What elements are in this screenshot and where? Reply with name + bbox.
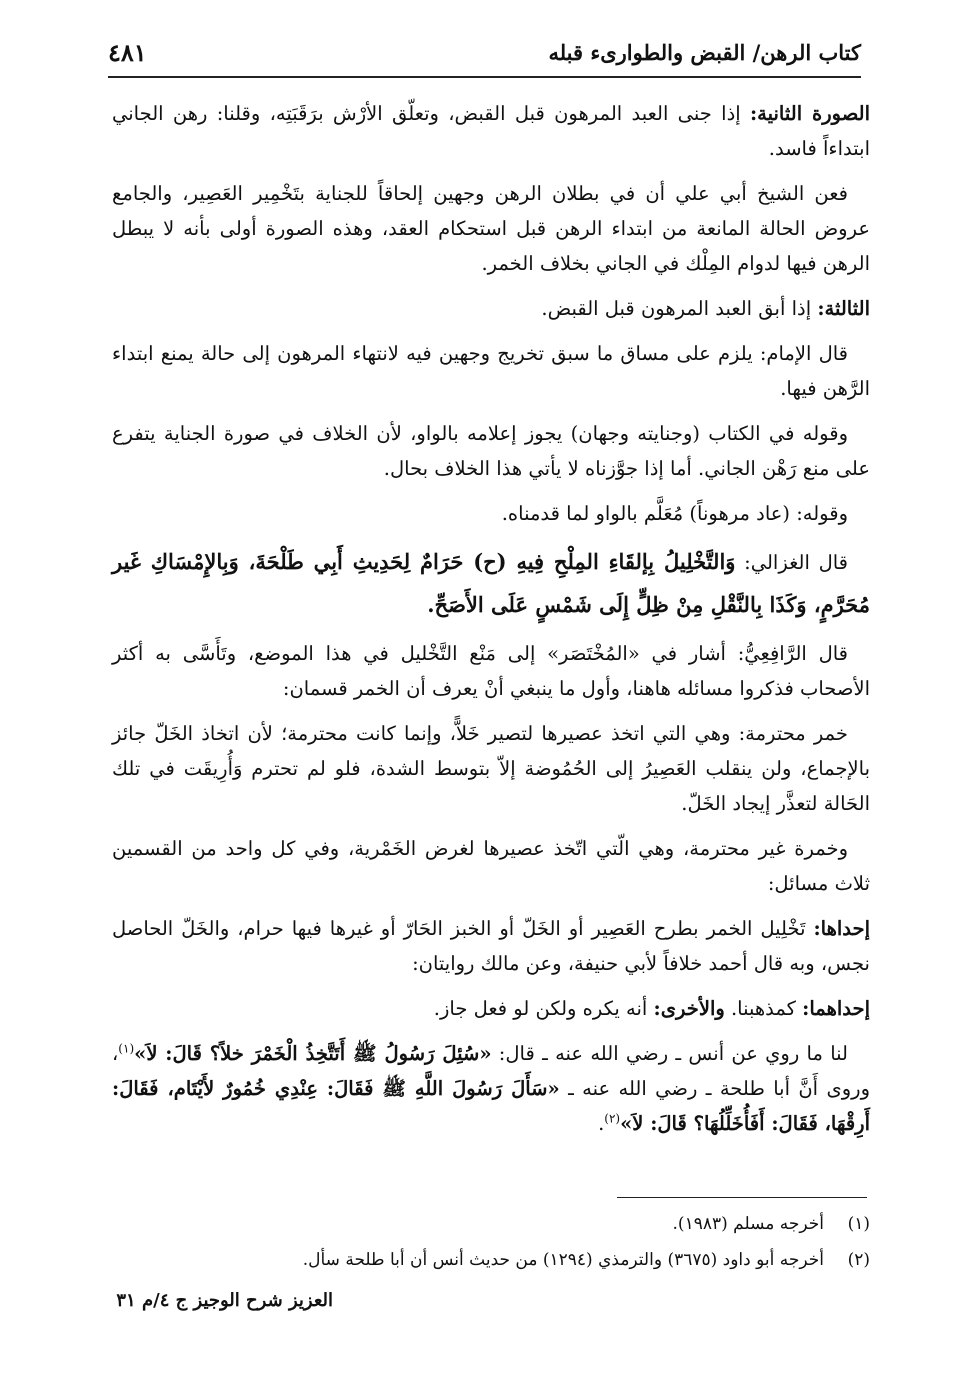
paragraph-second-case [112,96,870,166]
paragraph [112,176,870,281]
footnote-text: أخرجه مسلم (١٩٨٣). [672,1214,824,1234]
footnote-number: (١) [847,1214,870,1234]
hadith-paragraph [112,1036,870,1141]
footnote-2 [112,1242,870,1278]
ghazali-text: وَالتَّخْلِيلُ بِإلقَاءِ المِلْحِ فِيهِ (ح) حَرَامٌ لِحَدِيثِ أَبِي طَلْحَةَ، وَبِالإِمْسَاكِ غَير مُحَرَّمٍ، وَكَذَا بِالنَّقْلِ مِنْ ظِلٍّ إِلَى شَمْسٍ عَلَى الأَصَحِّ. [112,549,870,617]
paragraph-lead: إحداهما: [802,997,870,1020]
page-number: ٤٨١ [108,38,147,67]
paragraph [112,831,870,901]
footnote-marker-2[interactable]: (٢) [604,1111,621,1126]
paragraph [112,416,870,486]
paragraph [112,336,870,406]
paragraph-text: قال الإمام: يلزم على مساق ما سبق تخريج وجهين فيه لانتهاء المرهون إلى حالة يمنع ابتداء الرَّهن فيها. [112,342,870,400]
paragraph-text: وخمرة غير محترمة، وهي الّتي اتّخذ عصيرها لغرض الخَمْرية، وفي كل واحد من القسمين ثلاث مسائل: [112,837,870,895]
paragraph-lead: الصورة الثانية: [749,102,870,125]
paragraph-lead: الثالثة: [817,297,870,320]
paragraph-text: تَخْلِيل الخمر بطرح العَصِير أو الخَلّ أو الخبز الحَارّ أو غيرها فيها حرام، والخَلّ الحاصل نجس، وبه قال أحمد خلافاً لأبي حنيفة، وعن مالك روايتان: [112,917,870,975]
paragraph [112,496,870,531]
paragraph-third-case [112,291,870,326]
footnote-1 [112,1206,870,1242]
paragraph-text: قال الرَّافِعِيُّ: أشار في «المُخْتَصَر» إلى مَنْع التَّخْليل في هذا الموضع، وتَأَسَّى به أكثر الأصحاب فذكروا مسائله هاهنا، وأول ما ينبغي أنْ يعرف أن الخمر قسمان: [112,642,870,700]
footnote-divider [617,1197,867,1198]
ghazali-matn [112,541,870,626]
ghazali-intro: قال الغزالي: [735,551,848,574]
header-rule [108,76,861,78]
paragraph-text: إذا جنى العبد المرهون قبل القبض، وتعلّق الأرْش برَقَبَتِه، وقلنا: رهن الجاني ابتداءاً فاسد. [112,102,870,160]
paragraph-text: فعن الشيخ أبي علي أن في بطلان الرهن وجهين إلحاقاً للجناية بتَخْمِير العَصِير، والجامع عروض الحالة المانعة من ابتداء الرهن قبل استحكام العقد، وهذه الصورة أولى بأنه لا يبطل الرهن فيها لدوام المِلْك في الجاني بخلاف الخمر. [112,182,870,275]
paragraph-lead-2: والأخرى: [653,997,725,1020]
hadith-quote-2: «سَأَلَ رَسُولَ اللَّهِ ﷺ فَقَالَ: عِنْدِي خُمُورٌ لأَيْتَام، فَقَالَ: أَرِقْهَا، فَقَالَ: أَفَأُخَلِّلُهَا؟ قَالَ: لاَ» [112,1077,870,1135]
paragraph-text: إذا أبق العبد المرهون قبل القبض. [541,297,818,320]
hadith-middle: ، وروى أَنَّ أبا طلحة ـ رضي الله عنه ـ [112,1042,870,1100]
paragraph-two-narrations [112,991,870,1026]
paragraph-text: كمذهبنا. [724,997,803,1020]
paragraph-first-issue [112,911,870,981]
hadith-quote-1: «سُئِلَ رَسُولُ ﷺ أَتَتَّخِذُ الْخَمْرَ خلاً؟ قَالَ: لاَ» [134,1042,492,1065]
paragraph-text: وقوله في الكتاب (وجنايته وجهان) يجوز إعلامه بالواو، لأن الخلاف في صورة الجناية يتفرع على منع رَهْن الجاني. أما إذا جوَّزناه لا يأتي هذا الخلاف بحال. [112,422,870,480]
paragraph-text: خمر محترمة: وهي التي اتخذ عصيرها لتصير خَلاًّ، وإنما كانت محترمة؛ لأن اتخاذ الخَلّ جائز بالإجماع، ولن ينقلب العَصِيرُ إلى الحُمُوضة إلاّ بتوسط الشدة، فلو لم تحترم وَأُرِيقَت في تلك الحَالة لتعذَّر إيجاد الخَلّ. [112,722,870,815]
paragraph-text-2: أنه يكره ولكن لو فعل جاز. [433,997,654,1020]
hadith-end: . [598,1112,605,1135]
paragraph-text: وقوله: (عاد مرهوناً) مُعَلَّم بالواو لما قدمناه. [501,502,848,525]
footnote-number: (٢) [847,1250,870,1270]
hadith-intro: لنا ما روي عن أنس ـ رضي الله عنه ـ قال: [491,1042,848,1065]
footnote-text: أخرجه أبو داود (٣٦٧٥) والترمذي (١٢٩٤) من حديث أنس أن أبا طلحة سأل. [302,1250,824,1270]
paragraph [112,636,870,706]
main-text [112,96,870,1151]
paragraph [112,716,870,821]
footnote-marker-1[interactable]: (١) [118,1041,135,1056]
footnotes [112,1206,870,1278]
page-header [108,34,861,78]
book-signature: العزيز شرح الوجيز ج ٤/م ٣١ [116,1290,333,1311]
paragraph-lead: إحداها: [813,917,870,940]
running-title: كتاب الرهن/ القبض والطوارىء قبله [548,40,861,65]
